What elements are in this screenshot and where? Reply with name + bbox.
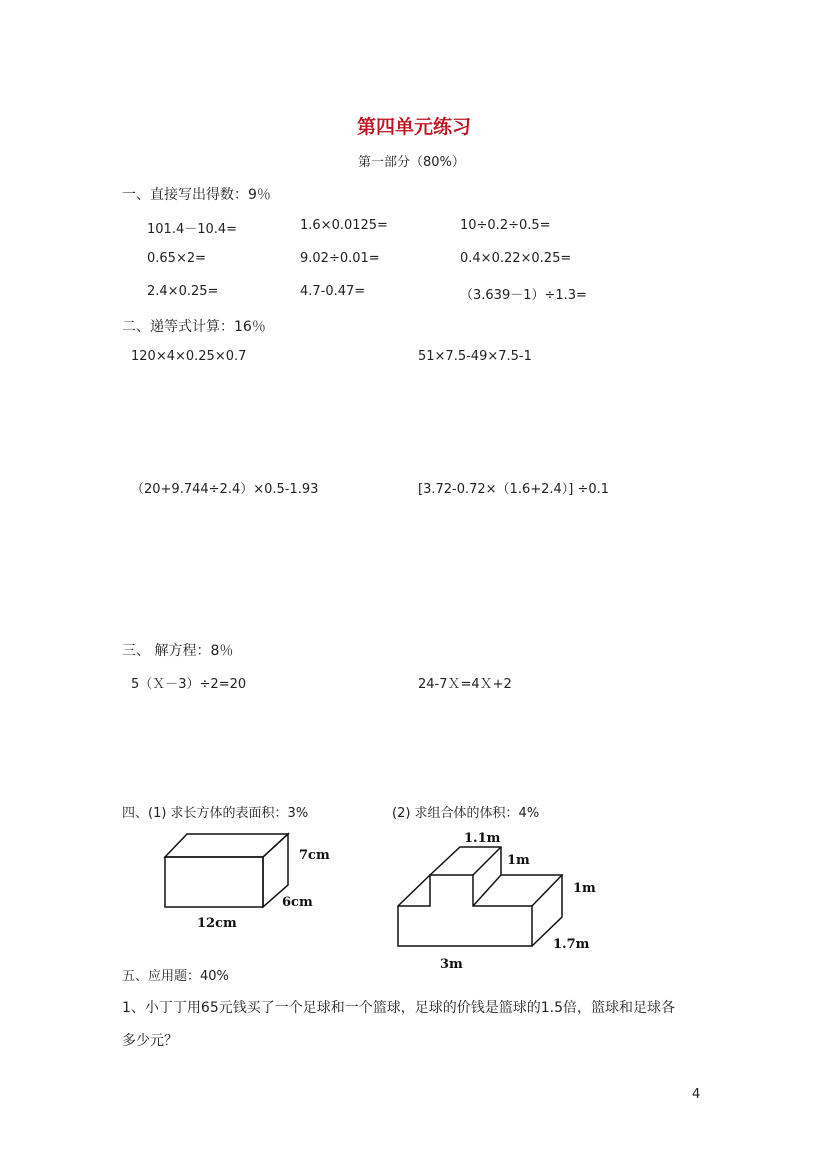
oral-calc-item: 0.4×0.22×0.25= xyxy=(460,251,572,266)
cuboid-length-label: 12cm xyxy=(197,916,237,931)
cuboid-height-label: 7cm xyxy=(299,848,330,863)
section-1-heading: 一、直接写出得数：9％ xyxy=(122,187,271,203)
oral-calc-item: 10÷0.2÷0.5= xyxy=(460,218,551,233)
oral-calc-item: 4.7-0.47= xyxy=(300,284,366,299)
oral-calc-item: 9.02÷0.01= xyxy=(300,251,380,266)
section-5-heading: 五、应用题：40% xyxy=(122,969,229,984)
composite-top-width-label: 1.1m xyxy=(464,831,501,846)
oral-calc-item: 101.4－10.4= xyxy=(147,222,238,237)
page-number: 4 xyxy=(692,1087,701,1102)
stepwise-calc-item: （20+9.744÷2.4）×0.5-1.93 xyxy=(131,482,319,497)
composite-lower-height-label: 1m xyxy=(573,881,596,896)
part-subtitle: 第一部分（80%） xyxy=(358,155,465,170)
word-problem-1-continued: 多少元？ xyxy=(122,1033,178,1049)
section-2-heading: 二、递等式计算：16％ xyxy=(122,319,266,335)
page-title: 第四单元练习 xyxy=(357,116,472,138)
oral-calc-item: （3.639－1）÷1.3= xyxy=(460,288,587,303)
composite-upper-height-label: 1m xyxy=(507,853,530,868)
stepwise-calc-item: [3.72-0.72×（1.6+2.4）] ÷0.1 xyxy=(418,482,610,497)
equation-item: 24-7Ｘ=4Ｘ+2 xyxy=(418,677,512,692)
stepwise-calc-item: 120×4×0.25×0.7 xyxy=(131,349,247,364)
section-4-heading-a: 四、(1) 求长方体的表面积：3% xyxy=(122,806,309,821)
oral-calc-item: 1.6×0.0125= xyxy=(300,218,388,233)
section-4-heading-b: (2) 求组合体的体积：4% xyxy=(392,806,540,821)
composite-length-label: 3m xyxy=(440,957,463,972)
composite-depth-label: 1.7m xyxy=(553,937,590,952)
stepwise-calc-item: 51×7.5-49×7.5-1 xyxy=(418,349,532,364)
oral-calc-item: 2.4×0.25= xyxy=(147,284,219,299)
equation-item: 5（Ｘ－3）÷2=20 xyxy=(131,677,247,692)
oral-calc-item: 0.65×2= xyxy=(147,251,207,266)
section-3-heading: 三、 解方程：8％ xyxy=(122,643,234,659)
cuboid-depth-label: 6cm xyxy=(282,895,313,910)
word-problem-1: 1、小丁丁用65元钱买了一个足球和一个篮球，足球的价钱是篮球的1.5倍，篮球和足球各 xyxy=(122,1000,675,1016)
